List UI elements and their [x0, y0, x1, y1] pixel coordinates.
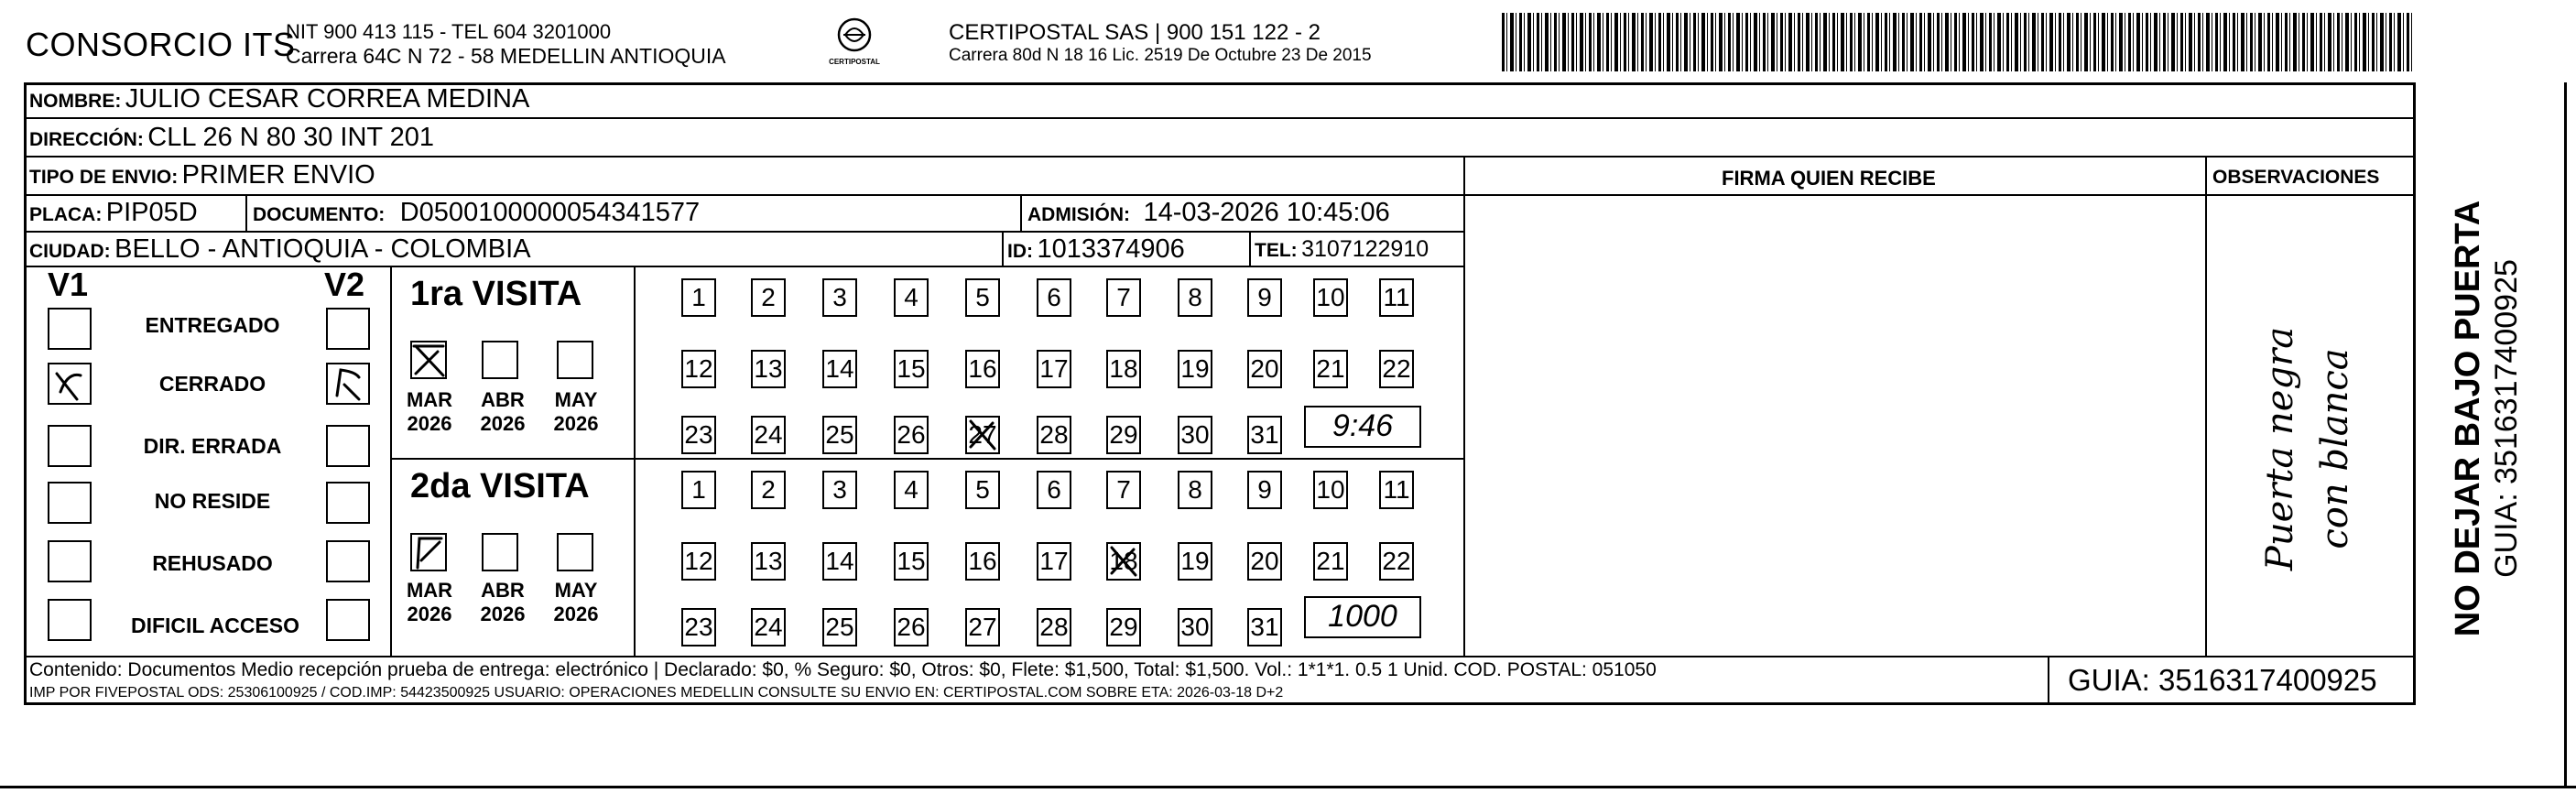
day-box[interactable]: 28 — [1037, 416, 1071, 454]
col-line — [1020, 194, 1022, 231]
footer-guia: GUIA: 3516317400925 — [2068, 663, 2377, 697]
tipo-label: TIPO DE ENVIO: — [29, 167, 179, 188]
day-box[interactable]: 3 — [822, 278, 857, 317]
v1-entregado-checkbox[interactable] — [48, 308, 92, 350]
check-mark-icon — [967, 418, 998, 452]
admision-row — [1027, 198, 1390, 228]
day-box[interactable]: 13 — [751, 542, 786, 581]
direccion-label: DIRECCIÓN: — [29, 129, 144, 150]
visit1-time[interactable]: 9:46 — [1304, 406, 1421, 448]
day-box[interactable]: 2 — [751, 471, 786, 509]
day-box[interactable]: 10 — [1313, 278, 1348, 317]
v2-dificil-acceso-checkbox[interactable] — [326, 599, 370, 641]
option-no-reside: NO RESIDE — [154, 489, 271, 513]
ciudad-row — [29, 234, 531, 265]
col-line — [1249, 231, 1251, 266]
visit1-month-mar — [397, 388, 462, 436]
visit2-mar-checkbox[interactable] — [410, 533, 447, 571]
day-box[interactable]: 22 — [1379, 542, 1414, 581]
admision-value: 14-03-2026 10:45:06 — [1143, 198, 1390, 227]
visit2-may-checkbox[interactable] — [557, 533, 593, 571]
col-line — [245, 194, 247, 231]
day-box[interactable]: 21 — [1313, 542, 1348, 581]
day-box[interactable]: 8 — [1178, 278, 1212, 317]
placa-value: PIP05D — [105, 198, 198, 227]
day-box[interactable]: 7 — [1106, 278, 1141, 317]
day-box[interactable]: 17 — [1037, 350, 1071, 388]
visit2-month-abr — [471, 579, 535, 626]
month-label: MAR — [406, 579, 453, 602]
day-box[interactable]: 13 — [751, 350, 786, 388]
option-cerrado: CERRADO — [158, 372, 266, 396]
company-nit: NIT 900 413 115 - TEL 604 3201000 — [286, 20, 612, 43]
v2-cerrado-checkbox[interactable] — [326, 363, 370, 405]
day-box[interactable]: 5 — [965, 278, 1000, 317]
v2-entregado-checkbox[interactable] — [326, 308, 370, 350]
col-line — [1002, 231, 1004, 266]
v1-dir-errada-checkbox[interactable] — [48, 425, 92, 467]
v2-dir-errada-checkbox[interactable] — [326, 425, 370, 467]
day-box[interactable]: 7 — [1106, 471, 1141, 509]
day-box[interactable]: 15 — [894, 542, 929, 581]
v1-dificil-acceso-checkbox[interactable] — [48, 599, 92, 641]
day-box[interactable]: 2 — [751, 278, 786, 317]
day-box[interactable]: 25 — [822, 608, 857, 646]
day-box[interactable]: 1 — [681, 278, 716, 317]
day-box[interactable]: 16 — [965, 350, 1000, 388]
day-box[interactable]: 11 — [1379, 471, 1414, 509]
v1-cerrado-checkbox[interactable] — [48, 363, 92, 405]
footer-contenido: Contenido: Documentos Medio recepción prueba de entrega: electrónico | Declarado: $0, % Seguro: $0, Otros: $0, Flete: $1,500, Total: $1,500. Vol.: 1*1*1. 0.5 1 Unid. COD. POSTAL: 051050 — [29, 659, 1657, 680]
tel-value: 3107122910 — [1301, 236, 1429, 262]
day-box[interactable]: 25 — [822, 416, 857, 454]
row-line — [390, 458, 1463, 460]
visit1-month-may — [544, 388, 608, 436]
day-box[interactable]: 19 — [1178, 542, 1212, 581]
day-box[interactable]: 27 — [965, 416, 1000, 454]
page-edge-line — [0, 786, 2576, 788]
tipo-row — [29, 160, 375, 190]
certipostal-logo — [829, 16, 880, 66]
visit2-month-may — [544, 579, 608, 626]
admision-label: ADMISIÓN: — [1027, 204, 1130, 225]
tipo-value: PRIMER ENVIO — [181, 160, 375, 190]
visit2-abr-checkbox[interactable] — [482, 533, 518, 571]
tel-row — [1255, 236, 1429, 263]
day-box[interactable]: 15 — [894, 350, 929, 388]
day-box[interactable]: 22 — [1379, 350, 1414, 388]
day-box[interactable]: 31 — [1247, 608, 1282, 646]
placa-label: PLACA: — [29, 204, 103, 225]
day-box[interactable]: 24 — [751, 608, 786, 646]
col-line — [634, 266, 636, 656]
placa-row — [29, 198, 198, 228]
firma-header: FIRMA QUIEN RECIBE — [1722, 167, 1936, 190]
visit1-month-abr — [471, 388, 535, 436]
day-box[interactable]: 21 — [1313, 350, 1348, 388]
logo-text: CERTIPOSTAL — [829, 58, 880, 66]
side-guia: GUIA: 3516317400925 — [2489, 259, 2524, 578]
year-label: 2026 — [480, 412, 526, 435]
col-line — [2048, 656, 2049, 705]
form-frame — [24, 82, 2416, 705]
side-panel — [2418, 82, 2555, 705]
day-box[interactable]: 5 — [965, 471, 1000, 509]
option-rehusado: REHUSADO — [152, 551, 273, 575]
year-label: 2026 — [480, 603, 526, 625]
v1-header: V1 — [48, 266, 89, 303]
day-box[interactable]: 28 — [1037, 608, 1071, 646]
ciudad-value: BELLO - ANTIOQUIA - COLOMBIA — [114, 234, 531, 264]
check-mark-icon — [1108, 544, 1139, 579]
direccion-value: CLL 26 N 80 30 INT 201 — [147, 123, 435, 152]
certipostal-name: CERTIPOSTAL SAS | 900 151 122 - 2 — [949, 20, 1321, 45]
option-entregado: ENTREGADO — [145, 313, 280, 337]
year-label: 2026 — [407, 412, 452, 435]
documento-value: D0500100000054341577 — [399, 198, 701, 227]
day-box[interactable]: 29 — [1106, 608, 1141, 646]
day-box[interactable]: 29 — [1106, 416, 1141, 454]
day-box[interactable]: 1 — [681, 471, 716, 509]
month-label: ABR — [481, 579, 525, 602]
company-name: CONSORCIO ITS — [26, 26, 296, 63]
day-box[interactable]: 12 — [681, 542, 716, 581]
observation-line: con blanca — [2314, 348, 2356, 549]
day-box[interactable]: 14 — [822, 350, 857, 388]
day-box[interactable]: 12 — [681, 350, 716, 388]
day-box[interactable]: 20 — [1247, 350, 1282, 388]
day-box[interactable]: 31 — [1247, 416, 1282, 454]
direccion-row — [29, 123, 434, 153]
nombre-label: NOMBRE: — [29, 91, 122, 112]
v2-rehusado-checkbox[interactable] — [326, 540, 370, 582]
id-row — [1007, 234, 1185, 265]
v2-header: V2 — [324, 266, 365, 303]
company-address: Carrera 64C N 72 - 58 MEDELLIN ANTIOQUIA — [286, 44, 726, 68]
year-label: 2026 — [407, 603, 452, 625]
day-box[interactable]: 16 — [965, 542, 1000, 581]
row-line — [24, 156, 2416, 158]
observaciones-header: OBSERVACIONES — [2212, 167, 2380, 188]
day-box[interactable]: 18 — [1106, 350, 1141, 388]
month-label: MAR — [406, 388, 453, 411]
month-label: MAY — [554, 388, 598, 411]
observations-handwriting — [2225, 229, 2390, 650]
day-box[interactable]: 23 — [681, 608, 716, 646]
year-label: 2026 — [553, 603, 599, 625]
day-box[interactable]: 26 — [894, 608, 929, 646]
certipostal-info — [949, 20, 1372, 66]
tel-label: TEL: — [1255, 240, 1298, 261]
v1-no-reside-checkbox[interactable] — [48, 482, 92, 524]
check-mark-icon — [412, 535, 445, 570]
day-box[interactable]: 30 — [1178, 608, 1212, 646]
day-box[interactable]: 14 — [822, 542, 857, 581]
check-mark-icon — [328, 364, 368, 403]
visit1-mar-checkbox[interactable] — [410, 341, 447, 379]
day-box[interactable]: 30 — [1178, 416, 1212, 454]
day-box[interactable]: 18 — [1106, 542, 1141, 581]
day-box[interactable]: 19 — [1178, 350, 1212, 388]
no-dejar-label: NO DEJAR BAJO PUERTA — [2449, 200, 2487, 637]
day-box[interactable]: 4 — [894, 471, 929, 509]
v1-rehusado-checkbox[interactable] — [48, 540, 92, 582]
id-label: ID: — [1007, 241, 1033, 262]
logo-icon — [836, 16, 873, 53]
month-label: ABR — [481, 388, 525, 411]
visit2-title: 2da VISITA — [410, 467, 590, 505]
day-box[interactable]: 6 — [1037, 471, 1071, 509]
documento-row — [253, 198, 700, 228]
option-dir-errada: DIR. ERRADA — [143, 434, 282, 458]
check-mark-icon — [49, 364, 90, 403]
row-line — [1465, 194, 2416, 196]
row-line — [24, 266, 1465, 267]
day-box[interactable]: 23 — [681, 416, 716, 454]
col-line — [390, 266, 392, 656]
col-line — [2205, 156, 2207, 656]
footer-imp: IMP POR FIVEPOSTAL ODS: 25306100925 / COD.IMP: 54423500925 USUARIO: OPERACIONES MEDELLIN CONSULTE SU ENVIO EN: CERTIPOSTAL.COM SOBRE ETA: 2026-03-18 D+2 — [29, 685, 1284, 701]
option-dificil-acceso: DIFICIL ACCESO — [130, 614, 299, 637]
day-box[interactable]: 4 — [894, 278, 929, 317]
certipostal-address: Carrera 80d N 18 16 Lic. 2519 De Octubre 23 De 2015 — [949, 46, 1372, 65]
day-box[interactable]: 6 — [1037, 278, 1071, 317]
day-box[interactable]: 9 — [1247, 471, 1282, 509]
nombre-value: JULIO CESAR CORREA MEDINA — [125, 84, 530, 114]
nombre-row — [29, 84, 529, 114]
day-box[interactable]: 11 — [1379, 278, 1414, 317]
visit2-time[interactable]: 1000 — [1304, 596, 1421, 638]
day-box[interactable]: 20 — [1247, 542, 1282, 581]
id-value: 1013374906 — [1037, 234, 1185, 264]
day-box[interactable]: 27 — [965, 608, 1000, 646]
visit1-abr-checkbox[interactable] — [482, 341, 518, 379]
ciudad-label: CIUDAD: — [29, 241, 111, 262]
observation-line: Puerta negra — [2259, 326, 2301, 571]
day-box[interactable]: 24 — [751, 416, 786, 454]
documento-label: DOCUMENTO: — [253, 204, 386, 225]
day-box[interactable]: 3 — [822, 471, 857, 509]
check-mark-icon — [412, 342, 445, 377]
col-line — [2414, 82, 2416, 705]
col-line — [1463, 156, 1465, 656]
page-edge-line — [2564, 82, 2567, 788]
visit1-may-checkbox[interactable] — [557, 341, 593, 379]
month-label: MAY — [554, 579, 598, 602]
day-box[interactable]: 8 — [1178, 471, 1212, 509]
day-box[interactable]: 26 — [894, 416, 929, 454]
day-box[interactable]: 9 — [1247, 278, 1282, 317]
v2-no-reside-checkbox[interactable] — [326, 482, 370, 524]
company-info — [286, 20, 726, 68]
year-label: 2026 — [553, 412, 599, 435]
day-box[interactable]: 17 — [1037, 542, 1071, 581]
row-line — [24, 656, 2416, 657]
visit1-title: 1ra VISITA — [410, 275, 582, 313]
barcode — [1502, 13, 2413, 71]
row-line — [24, 117, 2416, 119]
day-box[interactable]: 10 — [1313, 471, 1348, 509]
visit2-month-mar — [397, 579, 462, 626]
